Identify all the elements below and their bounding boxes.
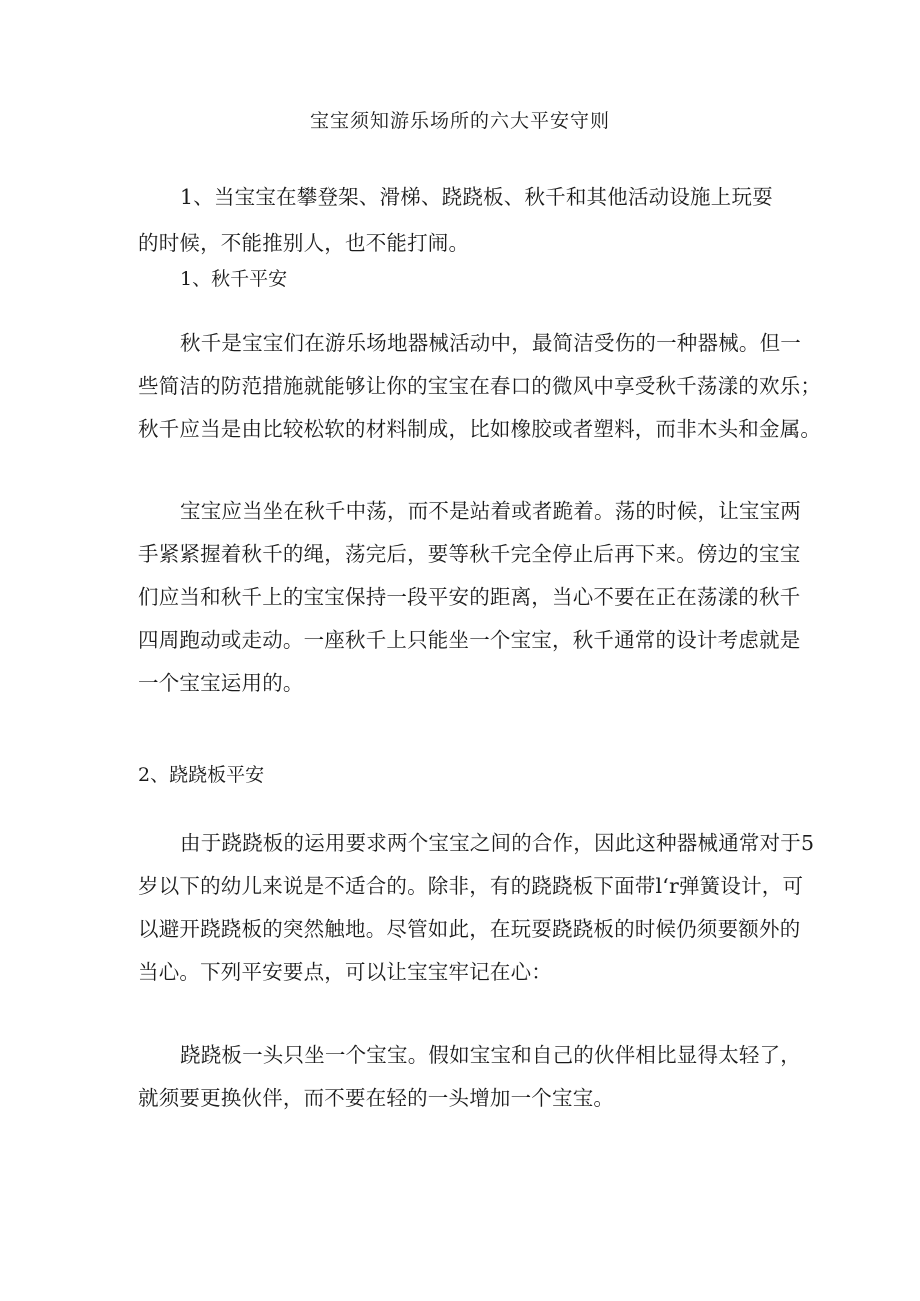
swing-para-1-line-2: 些简洁的防范措施就能够让你的宝宝在春口的微风中享受秋千荡漾的欢乐；: [138, 374, 822, 398]
seesaw-para-2-line-2: 就须要更换伙伴，而不要在轻的一头增加一个宝宝。: [138, 1086, 615, 1110]
swing-para-2-line-1: 宝宝应当坐在秋千中荡，而不是站着或者跪着。荡的时候，让宝宝两: [180, 499, 801, 523]
swing-paragraph-2: [138, 490, 801, 705]
swing-para-2-line-3: 们应当和秋千上的宝宝保持一段平安的距离，当心不要在正在荡漾的秋千: [138, 585, 801, 609]
rule-1-line-2: 的时候，不能推别人，也不能打闹。: [138, 231, 470, 255]
section-1-heading: 1、秋千平安: [180, 268, 288, 290]
swing-paragraph-1: [138, 322, 822, 451]
seesaw-para-2-line-1: 跷跷板一头只坐一个宝宝。假如宝宝和自己的伙伴相比显得太轻了，: [180, 1043, 801, 1067]
swing-para-1-line-1: 秋千是宝宝们在游乐场地器械活动中，最简洁受伤的一种器械。但一: [180, 331, 801, 355]
seesaw-para-1-line-2: 岁以下的幼儿来说是不适合的。除非，有的跷跷板下面带l‘r弹簧设计，可: [138, 874, 804, 898]
document-title: 宝宝须知游乐场所的六大平安守则: [309, 110, 610, 132]
seesaw-para-1-line-3: 以避开跷跷板的突然触地。尽管如此，在玩耍跷跷板的时候仍须要额外的: [138, 917, 801, 941]
rule-1-paragraph: [138, 174, 798, 266]
swing-para-1-line-3: 秋千应当是由比较松软的材料制成，比如橡胶或者塑料，而非木头和金属。: [138, 417, 822, 441]
swing-para-2-line-2: 手紧紧握着秋千的绳，荡完后，要等秋千完全停止后再下来。傍边的宝宝: [138, 542, 801, 566]
swing-para-2-line-4: 四周跑动或走动。一座秋千上只能坐一个宝宝，秋千通常的设计考虑就是: [138, 628, 801, 652]
seesaw-para-1-line-1: 由于跷跷板的运用要求两个宝宝之间的合作，因此这种器械通常对于5: [180, 831, 815, 855]
seesaw-paragraph-1: [138, 822, 815, 994]
seesaw-para-1-line-4: 当心。下列平安要点，可以让宝宝牢记在心：: [138, 960, 552, 984]
seesaw-paragraph-2: [138, 1034, 801, 1120]
rule-1-line-1: 1、当宝宝在攀登架、滑梯、跷跷板、秋千和其他活动设施上玩耍: [180, 185, 773, 209]
section-2-heading: 2、跷跷板平安: [138, 764, 265, 786]
swing-para-2-line-5: 一个宝宝运用的。: [138, 671, 304, 695]
